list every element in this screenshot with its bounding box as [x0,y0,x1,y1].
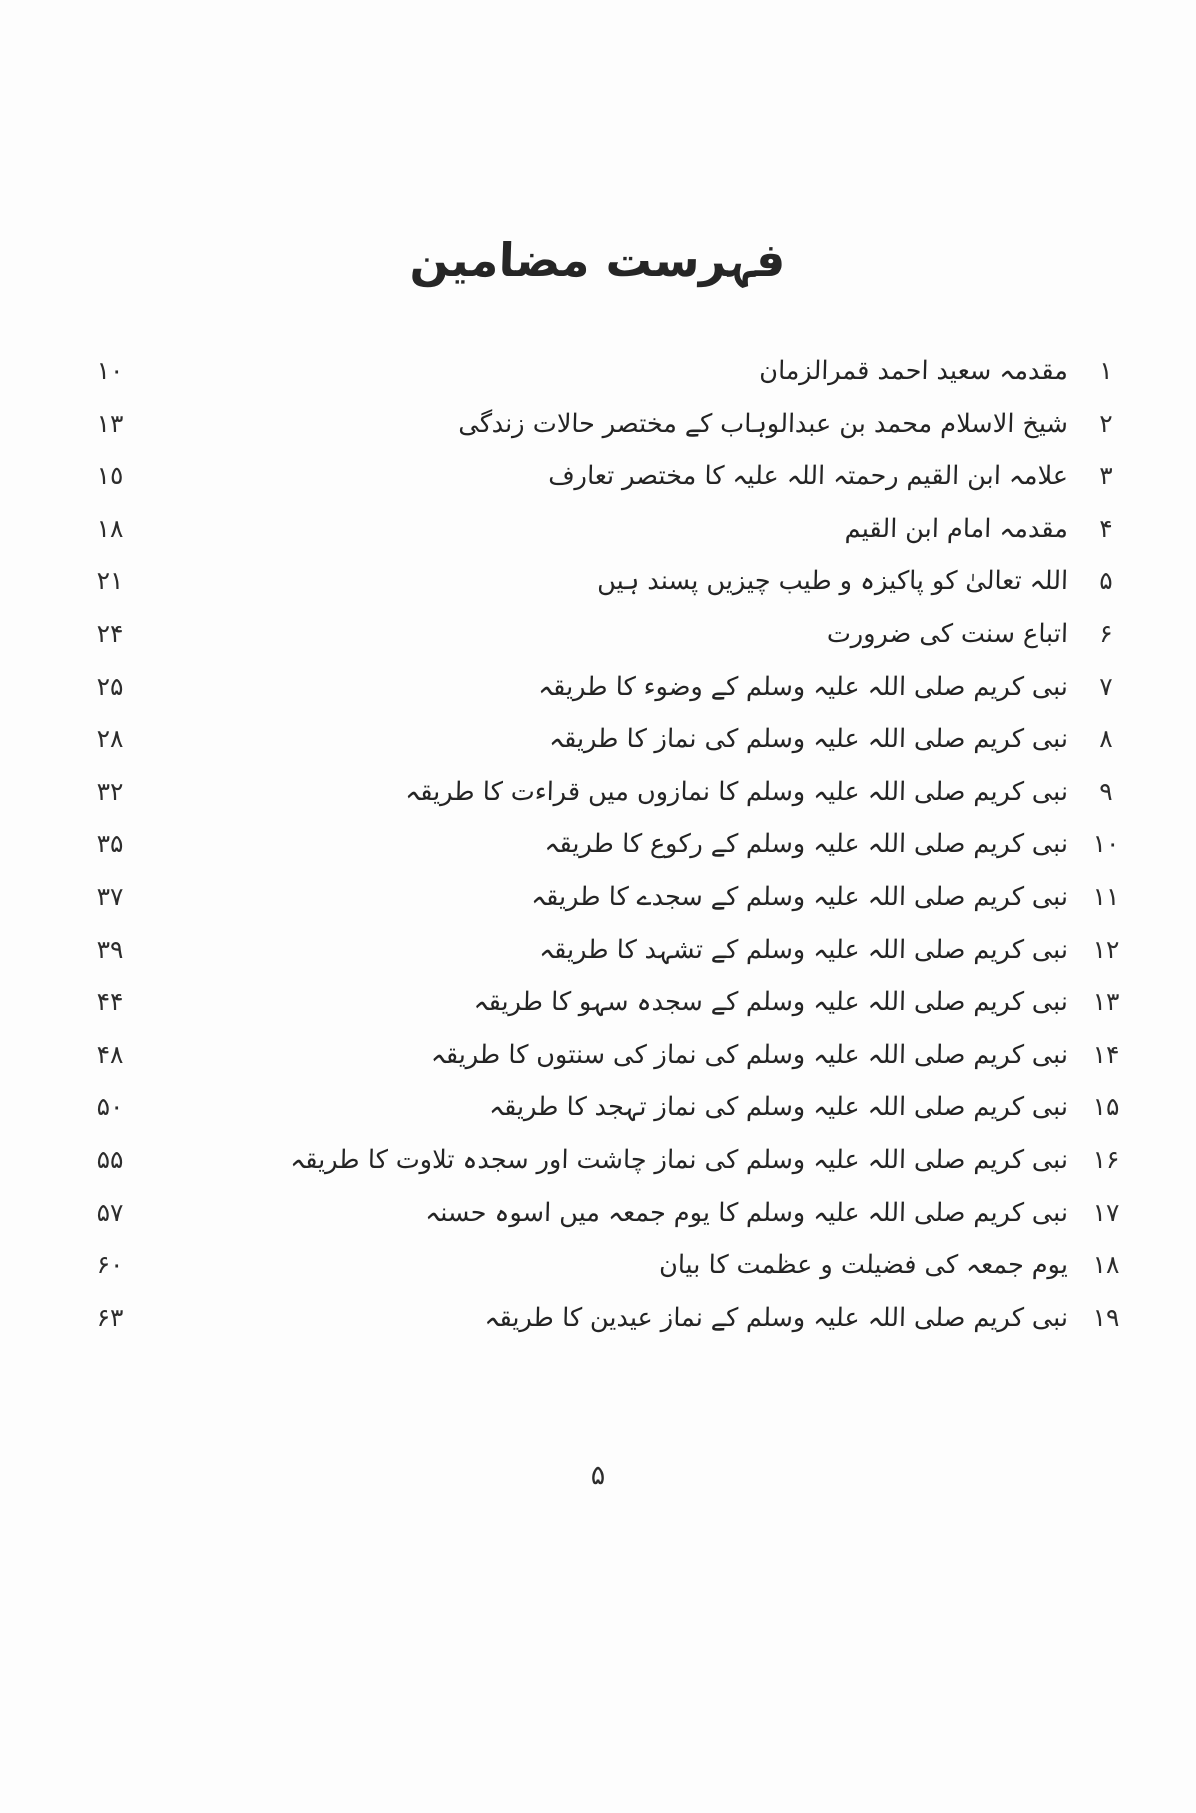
entry-page-number[interactable]: ١٥ [96,461,124,491]
entry-serial-number: ١٣ [1092,987,1120,1017]
table-row [62,724,1134,777]
table-row [62,1250,1134,1303]
entry-page-number[interactable]: ۴۸ [96,1039,124,1069]
entry-title[interactable]: مقدمہ امام ابن القیم [844,513,1069,544]
entry-page-number[interactable]: ٢۴ [96,618,124,648]
table-row [62,777,1134,830]
entry-title[interactable]: علامہ ابن القیم رحمتہ اللہ علیہ کا مختصر تعارف [547,461,1069,492]
entry-page-number[interactable]: ۴۴ [96,987,124,1017]
entry-serial-number: ١۶ [1092,1144,1120,1174]
entry-title[interactable]: نبی کریم صلی اللہ علیہ وسلم کے نماز عیدین کا طریقہ [484,1302,1069,1333]
entry-page-number[interactable]: ١٨ [96,513,124,543]
table-row [62,987,1134,1040]
entry-title[interactable]: نبی کریم صلی اللہ علیہ وسلم کے تشہد کا طریقہ [538,934,1069,965]
entry-page-number[interactable]: ۵٠ [96,1092,124,1122]
entry-title[interactable]: اتباع سنت کی ضرورت [826,618,1069,649]
entry-page-number[interactable]: ۶٣ [96,1302,124,1332]
footer-page-number: ۵ [590,1460,606,1491]
entry-serial-number: ۵ [1099,566,1113,596]
entry-title[interactable]: نبی کریم صلی اللہ علیہ وسلم کے وضوء کا طریقہ [537,671,1069,702]
entry-serial-number: ١ [1099,356,1113,385]
entry-page-number[interactable]: ٢۵ [96,671,124,701]
entry-page-number[interactable]: ۵۷ [96,1197,124,1227]
entry-title[interactable]: نبی کریم صلی اللہ علیہ وسلم کی نماز کی سنتوں کا طریقہ [430,1039,1069,1070]
entry-serial-number: ٣ [1099,461,1113,491]
table-row [62,829,1134,882]
table-row [62,356,1134,409]
entry-serial-number: ۸ [1099,724,1113,754]
entry-page-number[interactable]: ٣٢ [96,776,124,806]
table-row [62,1040,1134,1093]
entry-serial-number: ١٢ [1092,934,1120,964]
table-row [62,461,1134,514]
table-row [62,1303,1134,1356]
entry-serial-number: ۴ [1099,513,1113,543]
entry-page-number[interactable]: ٣۷ [96,881,124,911]
entry-page-number[interactable]: ١٣ [96,408,124,438]
entry-serial-number: ٢ [1099,408,1113,438]
entry-title[interactable]: نبی کریم صلی اللہ علیہ وسلم کی نماز تہجد کا طریقہ [488,1092,1069,1123]
entry-serial-number: ۶ [1099,618,1113,648]
entry-title[interactable]: نبی کریم صلی اللہ علیہ وسلم کے رکوع کا طریقہ [544,829,1069,860]
table-of-contents [62,356,1134,1355]
entry-serial-number: ١۵ [1092,1092,1120,1122]
entry-title[interactable]: نبی کریم صلی اللہ علیہ وسلم کا یوم جمعہ میں اسوہ حسنہ [424,1197,1069,1228]
table-row [62,1198,1134,1251]
entry-serial-number: ١۸ [1092,1250,1120,1280]
entry-serial-number: ١۹ [1092,1302,1120,1332]
entry-title[interactable]: نبی کریم صلی اللہ علیہ وسلم کی نماز کا طریقہ [548,724,1069,755]
table-row [62,935,1134,988]
entry-page-number[interactable]: ۵۵ [96,1144,124,1174]
entry-title[interactable]: نبی کریم صلی اللہ علیہ وسلم کا نمازوں میں قراءت کا طریقہ [404,776,1069,807]
entry-serial-number: ١١ [1092,881,1120,911]
entry-serial-number: ١٠ [1092,829,1120,859]
entry-title[interactable]: اللہ تعالیٰ کو پاکیزہ و طیب چیزیں پسند ہیں [596,566,1069,597]
entry-page-number[interactable]: ١٠ [96,356,124,385]
table-row [62,409,1134,462]
page-title-container [0,232,1196,290]
table-row [62,619,1134,672]
entry-page-number[interactable]: ٣۵ [96,829,124,859]
entry-title[interactable]: نبی کریم صلی اللہ علیہ وسلم کے سجدہ سہو کا طریقہ [473,987,1069,1018]
page-title: فہرست مضامین [409,233,787,287]
entry-page-number[interactable]: ۶٠ [96,1250,124,1280]
table-row [62,882,1134,935]
entry-serial-number: ۹ [1099,776,1113,806]
entry-serial-number: ١۴ [1092,1039,1120,1069]
footer [0,1460,1196,1491]
entry-title[interactable]: شیخ الاسلام محمد بن عبدالوہاب کے مختصر حالات زندگی [458,408,1069,439]
table-row [62,672,1134,725]
entry-title[interactable]: مقدمہ سعید احمد قمرالزمان [758,356,1069,386]
entry-serial-number: ۷ [1099,671,1113,701]
entry-title[interactable]: نبی کریم صلی اللہ علیہ وسلم کے سجدے کا طریقہ [530,881,1069,912]
entry-page-number[interactable]: ٢۸ [96,724,124,754]
table-row [62,1092,1134,1145]
entry-page-number[interactable]: ٣۹ [96,934,124,964]
table-row [62,1145,1134,1198]
table-row [62,566,1134,619]
entry-title[interactable]: نبی کریم صلی اللہ علیہ وسلم کی نماز چاشت اور سجدہ تلاوت کا طریقہ [289,1144,1069,1175]
entry-serial-number: ١۷ [1092,1197,1120,1227]
entry-title[interactable]: یوم جمعہ کی فضیلت و عظمت کا بیان [658,1250,1069,1281]
table-row [62,514,1134,567]
entry-page-number[interactable]: ٢١ [96,566,124,596]
